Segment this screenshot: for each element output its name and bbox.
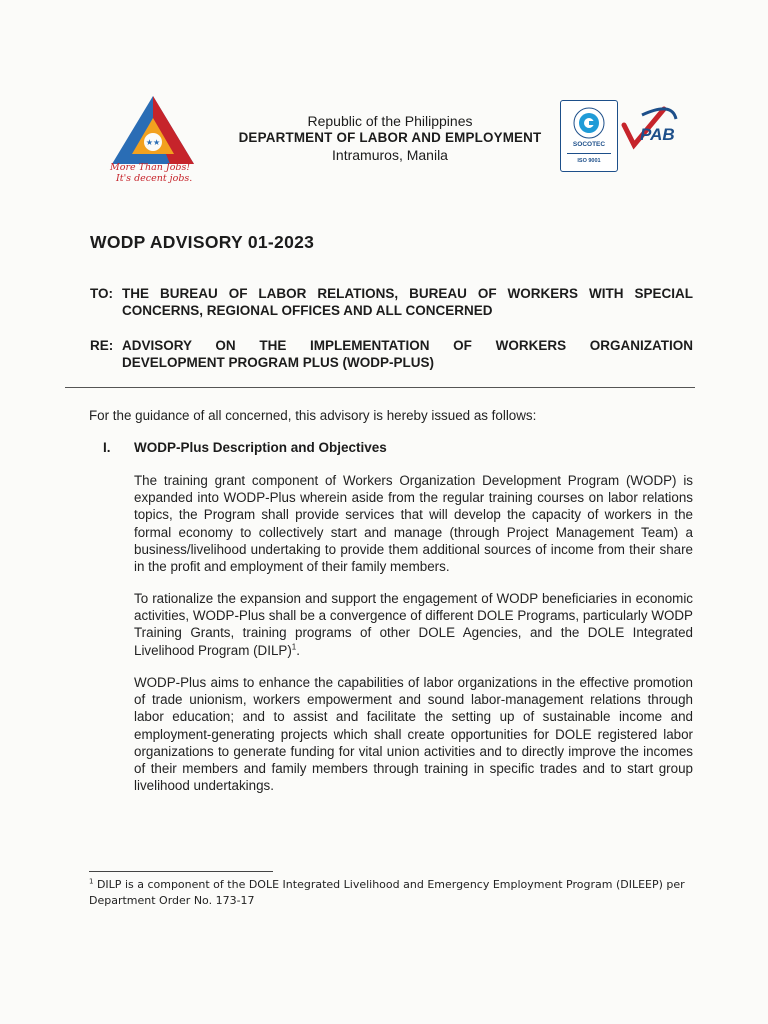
footnote — [89, 877, 689, 909]
footnote-text: DILP is a component of the DOLE Integrated Livelihood and Emergency Employment Program (DILEEP) per Department Order No. 173-17 — [89, 878, 685, 907]
paragraph-2 — [134, 590, 693, 659]
logo-tagline — [110, 162, 200, 184]
cert-name: SOCOTEC — [572, 141, 606, 148]
iso-certification-badge — [560, 100, 618, 172]
logo-tagline-line2: It's decent jobs. — [116, 173, 193, 184]
certification-seal-icon — [561, 101, 617, 145]
pab-label: PAB — [640, 125, 675, 144]
re-line-2: DEVELOPMENT PROGRAM PLUS (WODP-PLUS) — [122, 355, 435, 370]
paragraph-1: The training grant component of Workers Organization Development Program (WODP) is expanded into WODP-Plus wherein aside from the regular training courses on labor relations topics, the Program shall provide services that will develop the capacity of workers in the formal economy to collectively start and manage (through Project Management Team) a business/livelihood undertaking to provide them additional sources of income from their share in the profit and employment of their family members. — [134, 473, 693, 575]
paragraph-2-end: . — [296, 642, 300, 658]
to-label: TO: — [90, 286, 113, 301]
section-number: I. — [103, 440, 111, 455]
header-department: DEPARTMENT OF LABOR AND EMPLOYMENT — [238, 130, 542, 145]
header-republic: Republic of the Philippines — [307, 113, 473, 129]
header-location: Intramuros, Manila — [332, 147, 448, 163]
to-line-1: THE BUREAU OF LABOR RELATIONS, BUREAU OF WORKERS WITH SPECIAL — [122, 286, 693, 301]
footnote-marker: 1 — [89, 877, 94, 886]
paragraph-2-text: To rationalize the expansion and support the engagement of WODP beneficiaries in economic activities, WODP-Plus shall be a convergence of different DOLE Programs, particularly WODP Training Grants, training programs of other DOLE Agencies, and the DOLE Integrated Livelihood Program (DILP) — [134, 591, 693, 658]
pab-accreditation-mark — [620, 103, 682, 179]
logo-tagline-line1: More Than Jobs! — [110, 162, 191, 173]
svg-text:★★: ★★ — [145, 138, 161, 147]
to-line-2: CONCERNS, REGIONAL OFFICES AND ALL CONCERNED — [122, 303, 493, 318]
intro-paragraph: For the guidance of all concerned, this advisory is hereby issued as follows: — [89, 408, 537, 423]
cert-standard: ISO 9001 — [577, 158, 601, 164]
dole-logo — [108, 92, 198, 192]
re-label: RE: — [90, 338, 114, 353]
section-title: WODP-Plus Description and Objectives — [134, 440, 387, 455]
paragraph-3: WODP-Plus aims to enhance the capabilities of labor organizations in the effective promotion of trade unionism, workers empowerment and sound labor-management relations through labor education; and to assist and facilitate the setting up of sustainable income and employment-generating projects which shall create opportunities for DOLE registered labor organizations to generate funding for vital union activities and to directly improve the incomes of their members and family members through training in specific trades and to start group livelihood undertakings. — [134, 675, 693, 794]
re-line-1: ADVISORY ON THE IMPLEMENTATION OF WORKERS ORGANIZATION — [122, 338, 693, 353]
header-divider — [65, 387, 695, 388]
footnote-reference: 1 — [291, 642, 297, 652]
footnote-divider — [89, 871, 273, 872]
advisory-title: WODP ADVISORY 01-2023 — [90, 232, 315, 252]
